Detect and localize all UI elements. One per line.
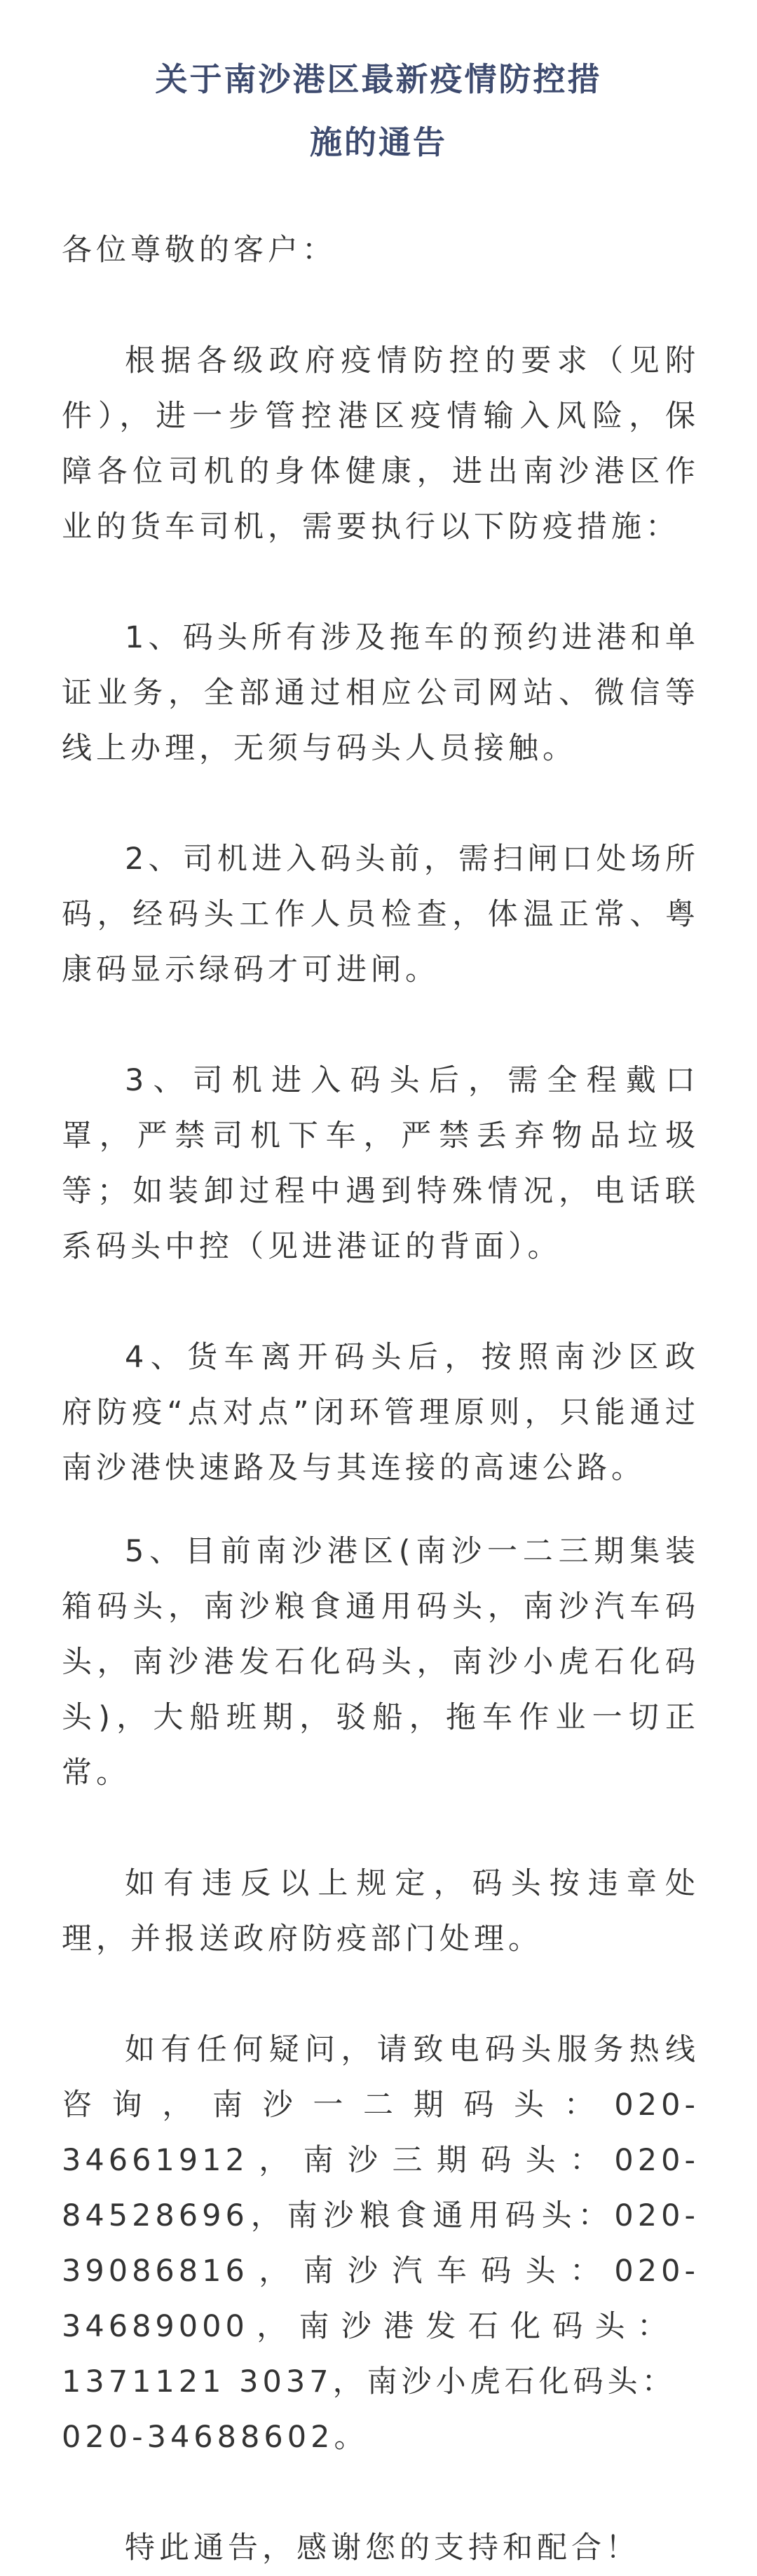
paragraph-line: 码，经码头工作人员检查，体温正常、粤 [62, 897, 700, 932]
paragraph-gap [62, 1967, 700, 2022]
paragraph-line: 2、司机进入码头前，需扫闸口处场所 [125, 842, 700, 877]
notice-body [62, 223, 700, 2576]
paragraph-line: 箱码头，南沙粮食通用码头，南沙汽车码 [62, 1589, 700, 1624]
paragraph-line: 等；如装卸过程中遇到特殊情况，电话联 [62, 1174, 700, 1209]
paragraph-gap [62, 555, 700, 610]
paragraph-line: 证业务，全部通过相应公司网站、微信等 [62, 676, 700, 711]
salutation-text: 各位尊敬的客户： [62, 233, 336, 268]
paragraph-line: 4、货车离开码头后，按照南沙区政 [125, 1340, 700, 1375]
paragraph-line: 业的货车司机，需要执行以下防疫措施： [62, 509, 680, 544]
paragraph-line: 如有任何疑问，请致电码头服务热线 [125, 2032, 700, 2067]
paragraph-gap [62, 278, 700, 334]
paragraph-gap [62, 2465, 700, 2521]
paragraph-gap [62, 1496, 700, 1524]
paragraph-line: 罩，严禁司机下车，严禁丢弃物品垃圾 [62, 1118, 700, 1153]
notice-title [0, 48, 757, 174]
paragraph-line: 1、码头所有涉及拖车的预约进港和单 [125, 620, 700, 655]
paragraph-line: 南沙港快速路及与其连接的高速公路。 [62, 1451, 646, 1486]
hotline-line: 34689000，南沙港发石化码头： [62, 2309, 671, 2344]
paragraph-line: 康码显示绿码才可进闸。 [62, 952, 439, 987]
paragraph-line: 头)，大船班期，驳船，拖车作业一切正 [62, 1700, 700, 1735]
contact-paragraph [62, 2022, 700, 2465]
paragraph-line: 常。 [62, 1755, 130, 1790]
paragraph-line: 件），进一步管控港区疫情输入风险，保 [62, 399, 700, 434]
paragraph-line: 3、司机进入码头后，需全程戴口 [125, 1063, 700, 1098]
measure-2 [62, 832, 700, 998]
measure-3 [62, 1053, 700, 1275]
measure-1 [62, 610, 700, 776]
measure-4 [62, 1330, 700, 1496]
closing-paragraph [62, 2521, 700, 2576]
paragraph-line: 理，并报送政府防疫部门处理。 [62, 1921, 543, 1957]
measure-5 [62, 1524, 700, 1801]
hotline-line: 39086816，南沙汽车码头：020- [62, 2254, 700, 2289]
paragraph-gap [62, 1275, 700, 1330]
paragraph-line: 系码头中控（见进港证的背面）。 [62, 1229, 562, 1264]
hotline-line: 咨询，南沙一二期码头：020- [62, 2088, 700, 2123]
paragraph-gap [62, 998, 700, 1053]
closing-text: 特此通告，感谢您的支持和配合！ [125, 2530, 640, 2565]
paragraph-gap [62, 1801, 700, 1856]
paragraph-line: 障各位司机的身体健康，进出南沙港区作 [62, 454, 700, 489]
hotline-line: 34661912，南沙三期码头：020- [62, 2143, 700, 2178]
violation-paragraph [62, 1856, 700, 1967]
notice-title-line: 关于南沙港区最新疫情防控措 [155, 60, 602, 98]
paragraph-gap [62, 776, 700, 832]
hotline-line: 020-34688602。 [62, 2420, 369, 2455]
notice-title-line: 施的通告 [310, 123, 447, 161]
paragraph-line: 线上办理，无须与码头人员接触。 [62, 731, 577, 766]
hotline-line: 1371121 3037，南沙小虎石化码头： [62, 2364, 676, 2399]
paragraph-line: 府防疫“点对点”闭环管理原则，只能通过 [62, 1395, 700, 1430]
paragraph-line: 头，南沙港发石化码头，南沙小虎石化码 [62, 1645, 700, 1680]
paragraph-line: 根据各级政府疫情防控的要求（见附 [125, 343, 700, 378]
salutation [62, 223, 700, 278]
paragraph-line: 如有违反以上规定，码头按违章处 [125, 1866, 700, 1901]
paragraph-line: 5、目前南沙港区(南沙一二三期集装 [125, 1534, 700, 1569]
intro-paragraph [62, 334, 700, 555]
hotline-line: 84528696，南沙粮食通用码头：020- [62, 2198, 700, 2233]
